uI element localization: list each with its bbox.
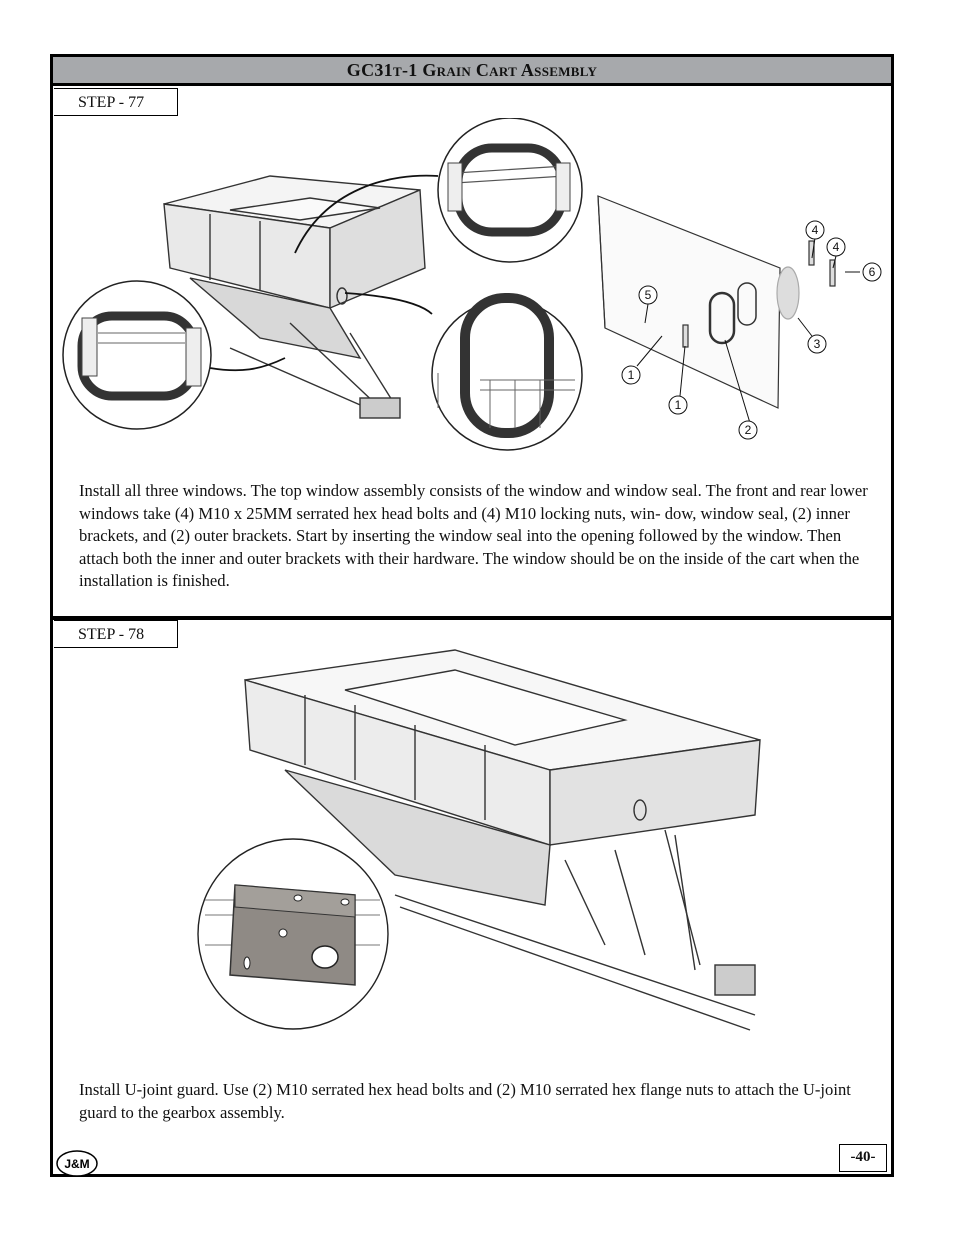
callout-6: 6 [868,265,876,279]
callout-2: 2 [744,423,752,437]
step-78-ujoint-diagram [195,645,775,1035]
step-divider [53,616,891,620]
svg-text:J&M: J&M [64,1157,90,1171]
callout-4a: 4 [811,223,819,237]
front-window-detail [63,281,211,429]
step-77-label: STEP - 77 [54,88,178,116]
callout-1a: 1 [627,368,635,382]
page-title: GC31t-1 Grain Cart Assembly [53,57,891,86]
step-78-instructions: Install U-joint guard. Use (2) M10 serrated hex head bolts and (2) M10 serrated hex flange nuts to attach the U-joint guard to the gearbox assembly. [79,1080,851,1122]
step-78-label: STEP - 78 [54,620,178,648]
callout-3: 3 [813,337,821,351]
callout-5: 5 [644,288,652,302]
jm-logo [56,1150,98,1177]
top-window-detail [438,118,582,262]
rear-window-detail [432,298,582,450]
ujoint-guard-detail [198,839,388,1029]
page-title-suffix: t-1 Grain Cart Assembly [392,60,598,80]
callout-1b: 1 [674,398,682,412]
callout-4b: 4 [832,240,840,254]
step-77-window-diagram [60,118,890,453]
page-number: -40- [839,1144,887,1172]
step-77-instructions: Install all three windows. The top window assembly consists of the window and window seal. The front and rear lower windows take (4) M10 x 25MM serrated hex head bolts and (4) M10 locking nuts, win- dow, window seal, (2) inner brackets, and (2) outer brackets. Start by inserting the window seal into the opening followed by the window. Then attach both the inner and outer brackets with their hardware. The window should be on the inside of the cart when the installation is finished. [79,481,868,591]
